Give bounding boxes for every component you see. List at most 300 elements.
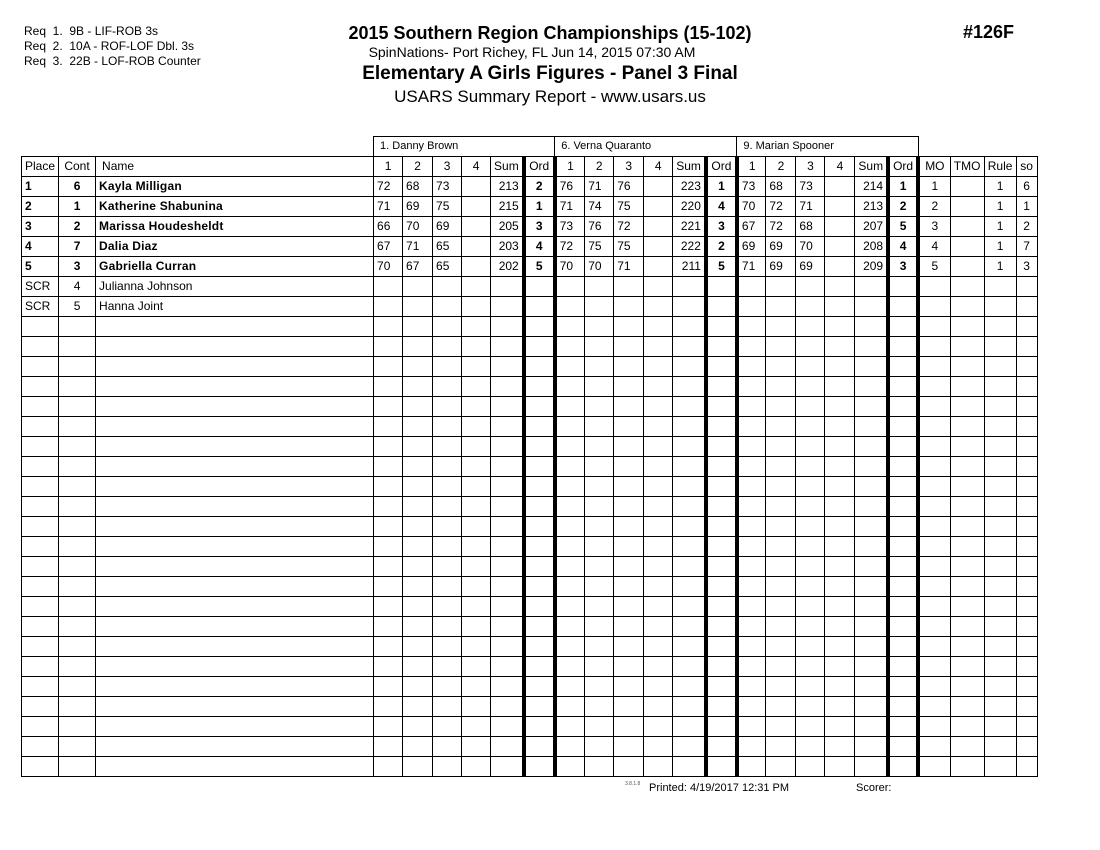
empty-row — [22, 377, 1038, 397]
empty-cell — [855, 397, 888, 417]
empty-cell — [984, 437, 1016, 457]
empty-cell — [673, 657, 706, 677]
judge-3-name: 9. Marian Spooner — [737, 137, 918, 157]
empty-cell — [796, 517, 825, 537]
empty-cell — [433, 757, 462, 777]
empty-cell — [673, 757, 706, 777]
empty-cell — [59, 417, 96, 437]
place-cell: 1 — [22, 177, 59, 197]
place-cell: 4 — [22, 237, 59, 257]
empty-cell — [673, 457, 706, 477]
empty-cell — [22, 657, 59, 677]
empty-cell — [673, 597, 706, 617]
empty-cell — [950, 417, 984, 437]
empty-cell — [766, 377, 796, 397]
empty-cell — [96, 497, 374, 517]
judge1-score-2: 70 — [403, 217, 433, 237]
col-judge3-2: 2 — [766, 157, 796, 177]
empty-cell — [403, 357, 433, 377]
judge2-score-2: 75 — [585, 237, 614, 257]
place-cell: 2 — [22, 197, 59, 217]
empty-cell — [984, 717, 1016, 737]
empty-cell — [524, 337, 555, 357]
empty-cell — [462, 497, 491, 517]
judge1-score-3: 73 — [433, 177, 462, 197]
empty-cell — [766, 317, 796, 337]
so-cell: 2 — [1016, 217, 1037, 237]
empty-cell — [984, 557, 1016, 577]
empty-cell — [433, 337, 462, 357]
judge3-score-1 — [737, 277, 766, 297]
empty-cell — [491, 477, 524, 497]
empty-cell — [462, 377, 491, 397]
so-cell — [1016, 297, 1037, 317]
empty-cell — [433, 537, 462, 557]
judge2-ordinal: 3 — [706, 217, 737, 237]
judge1-ordinal — [524, 297, 555, 317]
results-table — [21, 136, 1038, 777]
empty-cell — [888, 697, 918, 717]
empty-cell — [403, 637, 433, 657]
empty-cell — [796, 357, 825, 377]
requirement-2: Req 2. 10A - ROF-LOF Dbl. 3s — [24, 39, 195, 53]
empty-cell — [22, 457, 59, 477]
empty-cell — [524, 737, 555, 757]
empty-cell — [555, 537, 585, 557]
skater-name: Julianna Johnson — [96, 277, 374, 297]
empty-cell — [888, 657, 918, 677]
empty-cell — [918, 637, 950, 657]
skater-name: Dalia Diaz — [96, 237, 374, 257]
judge3-sum: 213 — [855, 197, 888, 217]
empty-cell — [22, 617, 59, 637]
empty-cell — [706, 437, 737, 457]
empty-cell — [524, 477, 555, 497]
empty-cell — [1016, 517, 1037, 537]
empty-cell — [22, 737, 59, 757]
judge2-ordinal: 4 — [706, 197, 737, 217]
judge1-score-1: 67 — [374, 237, 403, 257]
empty-cell — [950, 317, 984, 337]
table-row — [22, 237, 1038, 257]
empty-cell — [825, 517, 855, 537]
empty-cell — [706, 357, 737, 377]
judge1-score-2: 71 — [403, 237, 433, 257]
empty-cell — [585, 537, 614, 557]
empty-cell — [614, 577, 644, 597]
col-judge1-4: 4 — [462, 157, 491, 177]
judge2-sum: 211 — [673, 257, 706, 277]
empty-cell — [950, 657, 984, 677]
empty-cell — [614, 397, 644, 417]
empty-cell — [984, 537, 1016, 557]
so-cell: 7 — [1016, 237, 1037, 257]
judge2-score-2 — [585, 297, 614, 317]
empty-cell — [706, 397, 737, 417]
empty-cell — [433, 577, 462, 597]
empty-cell — [918, 717, 950, 737]
empty-cell — [491, 617, 524, 637]
empty-cell — [433, 357, 462, 377]
judge2-ordinal — [706, 297, 737, 317]
cont-cell: 2 — [59, 217, 96, 237]
empty-cell — [825, 417, 855, 437]
empty-cell — [96, 597, 374, 617]
empty-cell — [491, 317, 524, 337]
empty-cell — [673, 397, 706, 417]
empty-cell — [644, 557, 673, 577]
empty-cell — [433, 457, 462, 477]
judge3-score-2: 69 — [766, 257, 796, 277]
empty-cell — [614, 517, 644, 537]
empty-cell — [825, 397, 855, 417]
col-judge3-3: 3 — [796, 157, 825, 177]
empty-cell — [706, 537, 737, 557]
empty-row — [22, 617, 1038, 637]
software-version: 3.8.1.8 — [625, 781, 641, 787]
empty-cell — [462, 757, 491, 777]
empty-cell — [614, 317, 644, 337]
empty-cell — [796, 337, 825, 357]
empty-cell — [462, 717, 491, 737]
empty-row — [22, 337, 1038, 357]
judge1-sum — [491, 297, 524, 317]
empty-cell — [644, 317, 673, 337]
empty-cell — [96, 697, 374, 717]
empty-cell — [855, 717, 888, 737]
empty-cell — [524, 677, 555, 697]
empty-cell — [585, 757, 614, 777]
empty-cell — [22, 397, 59, 417]
empty-cell — [825, 617, 855, 637]
judge1-score-2 — [403, 297, 433, 317]
empty-cell — [585, 597, 614, 617]
empty-cell — [403, 537, 433, 557]
empty-cell — [614, 497, 644, 517]
empty-cell — [825, 597, 855, 617]
empty-cell — [673, 377, 706, 397]
empty-cell — [737, 517, 766, 537]
empty-cell — [888, 717, 918, 737]
empty-cell — [614, 377, 644, 397]
empty-cell — [614, 357, 644, 377]
empty-cell — [706, 717, 737, 737]
empty-cell — [524, 697, 555, 717]
empty-cell — [614, 657, 644, 677]
empty-cell — [96, 477, 374, 497]
empty-cell — [59, 697, 96, 717]
judge3-ordinal: 3 — [888, 257, 918, 277]
empty-cell — [462, 317, 491, 337]
judge1-sum: 203 — [491, 237, 524, 257]
empty-cell — [96, 337, 374, 357]
empty-cell — [59, 477, 96, 497]
empty-cell — [491, 357, 524, 377]
so-cell: 6 — [1016, 177, 1037, 197]
empty-cell — [673, 437, 706, 457]
mo-cell: 1 — [918, 177, 950, 197]
empty-cell — [825, 737, 855, 757]
empty-cell — [950, 737, 984, 757]
empty-cell — [1016, 717, 1037, 737]
empty-cell — [825, 717, 855, 737]
judge-header-row — [22, 137, 1038, 157]
empty-cell — [403, 437, 433, 457]
empty-cell — [22, 417, 59, 437]
empty-cell — [888, 577, 918, 597]
empty-cell — [796, 597, 825, 617]
empty-cell — [855, 697, 888, 717]
judge-1-name: 1. Danny Brown — [374, 137, 555, 157]
empty-cell — [433, 677, 462, 697]
judge1-score-3: 75 — [433, 197, 462, 217]
empty-cell — [491, 537, 524, 557]
empty-cell — [59, 317, 96, 337]
empty-cell — [950, 557, 984, 577]
column-header-row — [22, 157, 1038, 177]
empty-cell — [825, 677, 855, 697]
empty-cell — [950, 697, 984, 717]
empty-cell — [1016, 697, 1037, 717]
mo-cell: 4 — [918, 237, 950, 257]
empty-cell — [524, 617, 555, 637]
empty-cell — [96, 397, 374, 417]
col-judge3-sum: Sum — [855, 157, 888, 177]
empty-cell — [766, 397, 796, 417]
judge1-score-4 — [462, 297, 491, 317]
empty-cell — [22, 437, 59, 457]
place-cell: 3 — [22, 217, 59, 237]
empty-cell — [644, 617, 673, 637]
empty-cell — [644, 477, 673, 497]
empty-cell — [918, 597, 950, 617]
empty-row — [22, 397, 1038, 417]
empty-cell — [706, 697, 737, 717]
judge1-sum: 202 — [491, 257, 524, 277]
tmo-cell — [950, 277, 984, 297]
judge2-score-4 — [644, 257, 673, 277]
empty-cell — [673, 617, 706, 637]
empty-cell — [737, 357, 766, 377]
cont-cell: 4 — [59, 277, 96, 297]
mo-cell — [918, 297, 950, 317]
empty-cell — [22, 337, 59, 357]
empty-cell — [855, 577, 888, 597]
empty-cell — [1016, 537, 1037, 557]
empty-cell — [614, 477, 644, 497]
empty-cell — [950, 577, 984, 597]
empty-cell — [706, 577, 737, 597]
judge3-score-3: 73 — [796, 177, 825, 197]
cont-cell: 1 — [59, 197, 96, 217]
judge1-score-4 — [462, 217, 491, 237]
mo-cell — [918, 277, 950, 297]
empty-cell — [491, 657, 524, 677]
empty-cell — [918, 557, 950, 577]
empty-cell — [796, 537, 825, 557]
col-tmo: TMO — [950, 157, 984, 177]
empty-cell — [96, 457, 374, 477]
empty-cell — [855, 637, 888, 657]
empty-cell — [950, 677, 984, 697]
empty-cell — [855, 557, 888, 577]
col-judge1-ord: Ord — [524, 157, 555, 177]
judge3-score-1: 71 — [737, 257, 766, 277]
empty-cell — [644, 397, 673, 417]
empty-cell — [796, 677, 825, 697]
empty-cell — [984, 677, 1016, 697]
empty-cell — [984, 417, 1016, 437]
empty-cell — [796, 637, 825, 657]
empty-cell — [403, 597, 433, 617]
table-row — [22, 257, 1038, 277]
judge3-sum — [855, 297, 888, 317]
empty-cell — [706, 677, 737, 697]
skater-name: Gabriella Curran — [96, 257, 374, 277]
empty-cell — [374, 397, 403, 417]
empty-cell — [433, 497, 462, 517]
empty-cell — [796, 437, 825, 457]
judge1-ordinal: 4 — [524, 237, 555, 257]
tmo-cell — [950, 257, 984, 277]
empty-cell — [888, 517, 918, 537]
empty-cell — [22, 577, 59, 597]
rule-cell: 1 — [984, 177, 1016, 197]
empty-cell — [855, 497, 888, 517]
empty-cell — [462, 457, 491, 477]
judge3-score-4 — [825, 197, 855, 217]
empty-cell — [491, 637, 524, 657]
empty-cell — [22, 477, 59, 497]
event-name: Elementary A Girls Figures - Panel 3 Final — [362, 63, 738, 84]
col-cont: Cont — [59, 157, 96, 177]
empty-row — [22, 497, 1038, 517]
empty-cell — [374, 557, 403, 577]
empty-cell — [644, 577, 673, 597]
required-figures-list — [24, 24, 201, 69]
judge3-score-1: 73 — [737, 177, 766, 197]
empty-cell — [644, 697, 673, 717]
col-rule: Rule — [984, 157, 1016, 177]
empty-cell — [96, 677, 374, 697]
empty-cell — [737, 717, 766, 737]
empty-cell — [855, 437, 888, 457]
empty-cell — [855, 477, 888, 497]
empty-cell — [950, 477, 984, 497]
empty-cell — [950, 397, 984, 417]
empty-cell — [585, 397, 614, 417]
judge1-score-4 — [462, 257, 491, 277]
judge3-ordinal: 4 — [888, 237, 918, 257]
empty-cell — [462, 337, 491, 357]
empty-cell — [433, 417, 462, 437]
empty-cell — [374, 597, 403, 617]
empty-cell — [855, 417, 888, 437]
judge3-sum — [855, 277, 888, 297]
empty-cell — [706, 657, 737, 677]
empty-cell — [374, 437, 403, 457]
rule-cell: 1 — [984, 197, 1016, 217]
judge2-score-4 — [644, 277, 673, 297]
empty-cell — [374, 517, 403, 537]
empty-cell — [766, 717, 796, 737]
scorer-label: Scorer: — [856, 782, 892, 794]
judge3-score-2: 69 — [766, 237, 796, 257]
rule-cell: 1 — [984, 217, 1016, 237]
col-judge2-4: 4 — [644, 157, 673, 177]
empty-cell — [491, 697, 524, 717]
judge1-score-2 — [403, 277, 433, 297]
col-name: Name — [96, 157, 374, 177]
judge1-score-1: 72 — [374, 177, 403, 197]
empty-cell — [855, 537, 888, 557]
judge2-sum — [673, 297, 706, 317]
empty-cell — [491, 677, 524, 697]
empty-cell — [403, 697, 433, 717]
judge2-score-4 — [644, 177, 673, 197]
empty-cell — [555, 717, 585, 737]
empty-cell — [1016, 757, 1037, 777]
empty-cell — [403, 757, 433, 777]
empty-cell — [433, 697, 462, 717]
empty-cell — [855, 677, 888, 697]
empty-row — [22, 557, 1038, 577]
empty-cell — [918, 677, 950, 697]
judge1-score-4 — [462, 237, 491, 257]
empty-cell — [950, 617, 984, 637]
empty-cell — [555, 457, 585, 477]
empty-cell — [644, 497, 673, 517]
mo-cell: 3 — [918, 217, 950, 237]
empty-cell — [737, 617, 766, 637]
empty-cell — [766, 697, 796, 717]
empty-cell — [96, 417, 374, 437]
empty-cell — [22, 517, 59, 537]
empty-cell — [644, 377, 673, 397]
empty-cell — [403, 737, 433, 757]
empty-cell — [706, 517, 737, 537]
judge3-ordinal: 1 — [888, 177, 918, 197]
empty-cell — [1016, 437, 1037, 457]
judge1-ordinal: 2 — [524, 177, 555, 197]
judge3-ordinal — [888, 297, 918, 317]
empty-cell — [59, 497, 96, 517]
empty-cell — [59, 557, 96, 577]
place-cell: SCR — [22, 297, 59, 317]
empty-cell — [374, 497, 403, 517]
empty-cell — [403, 417, 433, 437]
empty-cell — [984, 657, 1016, 677]
empty-cell — [462, 557, 491, 577]
judge2-score-4 — [644, 217, 673, 237]
empty-cell — [96, 757, 374, 777]
judge2-score-1 — [555, 277, 585, 297]
empty-cell — [737, 557, 766, 577]
empty-cell — [825, 357, 855, 377]
empty-cell — [462, 657, 491, 677]
empty-cell — [22, 637, 59, 657]
empty-cell — [950, 377, 984, 397]
empty-cell — [614, 617, 644, 637]
empty-cell — [950, 597, 984, 617]
empty-cell — [796, 477, 825, 497]
table-row — [22, 177, 1038, 197]
judge1-score-4 — [462, 197, 491, 217]
empty-cell — [555, 617, 585, 637]
empty-cell — [524, 517, 555, 537]
so-cell: 3 — [1016, 257, 1037, 277]
mo-cell: 5 — [918, 257, 950, 277]
